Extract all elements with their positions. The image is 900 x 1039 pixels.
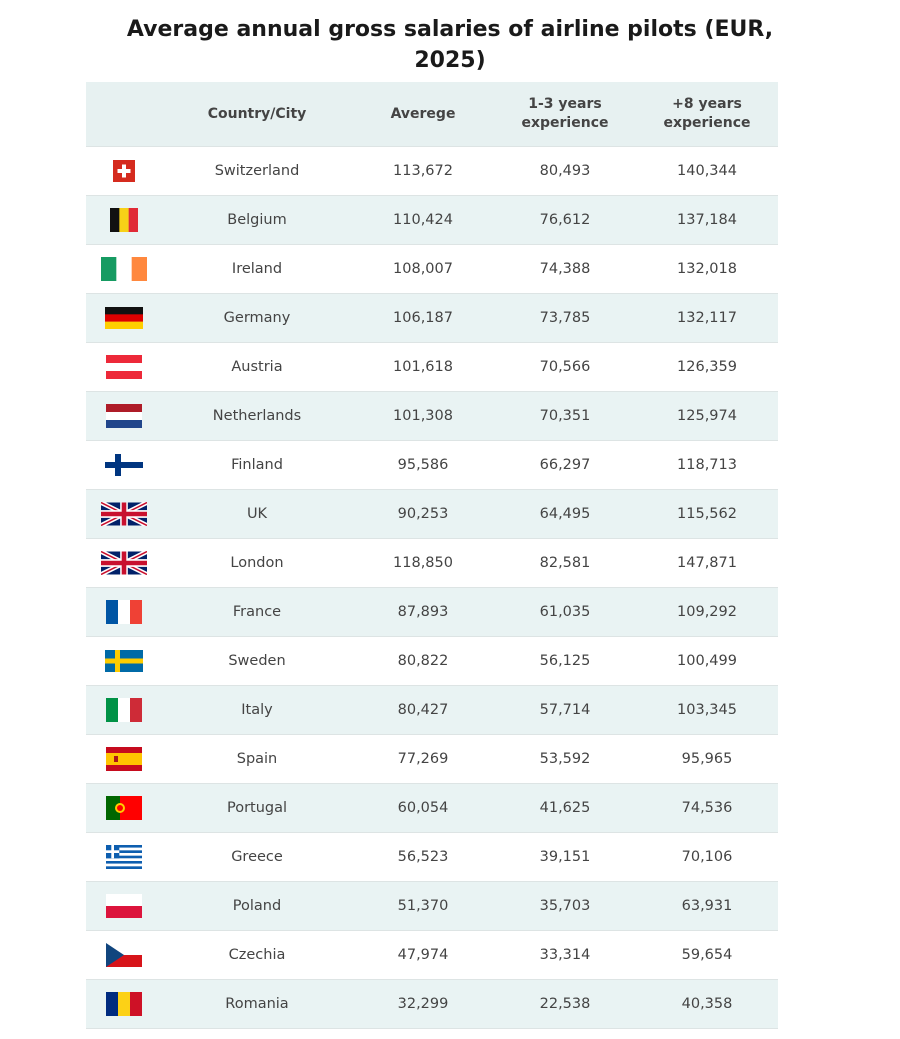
exp-8-cell: 59,654: [636, 931, 778, 980]
country-cell: France: [162, 588, 352, 637]
table-row: [86, 392, 778, 441]
country-cell: Poland: [162, 882, 352, 931]
table-row: [86, 196, 778, 245]
table-row: [86, 637, 778, 686]
flag-cell: [86, 539, 162, 588]
average-cell: 95,586: [352, 441, 494, 490]
table-row: [86, 735, 778, 784]
exp-1-3-cell: 56,125: [494, 637, 636, 686]
table-row: [86, 882, 778, 931]
average-cell: 110,424: [352, 196, 494, 245]
header-flag: [86, 82, 162, 147]
finland-flag-icon: [105, 454, 143, 476]
flag-cell: [86, 882, 162, 931]
average-cell: 56,523: [352, 833, 494, 882]
exp-1-3-cell: 35,703: [494, 882, 636, 931]
table-row: [86, 686, 778, 735]
table-row: [86, 147, 778, 196]
header-exp-1-3-line1: 1-3 years: [528, 96, 602, 112]
table-row: [86, 539, 778, 588]
sweden-flag-icon: [105, 650, 143, 672]
uk-flag-icon: [101, 551, 147, 575]
page-title: [0, 14, 900, 76]
country-cell: Czechia: [162, 931, 352, 980]
table-row: [86, 980, 778, 1029]
exp-8-cell: 40,358: [636, 980, 778, 1029]
header-country: [162, 82, 352, 147]
spain-flag-icon: [106, 747, 142, 771]
exp-8-cell: 137,184: [636, 196, 778, 245]
flag-cell: [86, 245, 162, 294]
ireland-flag-icon: [101, 257, 147, 281]
austria-flag-icon: [106, 355, 142, 379]
exp-1-3-cell: 73,785: [494, 294, 636, 343]
average-cell: 60,054: [352, 784, 494, 833]
country-cell: UK: [162, 490, 352, 539]
average-cell: 80,822: [352, 637, 494, 686]
flag-cell: [86, 588, 162, 637]
flag-cell: [86, 196, 162, 245]
portugal-flag-icon: [106, 796, 142, 820]
exp-1-3-cell: 64,495: [494, 490, 636, 539]
country-cell: Finland: [162, 441, 352, 490]
romania-flag-icon: [106, 992, 142, 1016]
exp-8-cell: 103,345: [636, 686, 778, 735]
greece-flag-icon: [106, 845, 142, 869]
exp-1-3-cell: 57,714: [494, 686, 636, 735]
average-cell: 101,308: [352, 392, 494, 441]
exp-1-3-cell: 74,388: [494, 245, 636, 294]
average-cell: 80,427: [352, 686, 494, 735]
exp-1-3-cell: 33,314: [494, 931, 636, 980]
country-cell: Austria: [162, 343, 352, 392]
exp-1-3-cell: 80,493: [494, 147, 636, 196]
exp-1-3-cell: 70,351: [494, 392, 636, 441]
table-row: [86, 490, 778, 539]
country-cell: Portugal: [162, 784, 352, 833]
header-average-label: Averege: [390, 105, 456, 122]
average-cell: 101,618: [352, 343, 494, 392]
flag-cell: [86, 490, 162, 539]
header-exp-1-3-line2: experience: [521, 115, 609, 131]
germany-flag-icon: [105, 307, 143, 329]
table-row: [86, 441, 778, 490]
exp-8-cell: 74,536: [636, 784, 778, 833]
flag-cell: [86, 686, 162, 735]
exp-1-3-cell: 66,297: [494, 441, 636, 490]
country-cell: London: [162, 539, 352, 588]
exp-1-3-cell: 53,592: [494, 735, 636, 784]
exp-8-cell: 126,359: [636, 343, 778, 392]
country-cell: Greece: [162, 833, 352, 882]
table-header: [86, 82, 778, 147]
exp-8-cell: 118,713: [636, 441, 778, 490]
table-row: [86, 833, 778, 882]
table-row: [86, 588, 778, 637]
exp-8-cell: 132,117: [636, 294, 778, 343]
flag-cell: [86, 735, 162, 784]
exp-8-cell: 115,562: [636, 490, 778, 539]
country-cell: Sweden: [162, 637, 352, 686]
exp-8-cell: 125,974: [636, 392, 778, 441]
exp-8-cell: 100,499: [636, 637, 778, 686]
average-cell: 87,893: [352, 588, 494, 637]
header-exp-8: [636, 82, 778, 147]
poland-flag-icon: [106, 894, 142, 918]
flag-cell: [86, 980, 162, 1029]
exp-8-cell: 63,931: [636, 882, 778, 931]
exp-1-3-cell: 61,035: [494, 588, 636, 637]
average-cell: 118,850: [352, 539, 494, 588]
netherlands-flag-icon: [106, 404, 142, 428]
average-cell: 106,187: [352, 294, 494, 343]
flag-cell: [86, 441, 162, 490]
flag-cell: [86, 833, 162, 882]
exp-8-cell: 132,018: [636, 245, 778, 294]
average-cell: 32,299: [352, 980, 494, 1029]
exp-8-cell: 70,106: [636, 833, 778, 882]
italy-flag-icon: [106, 698, 142, 722]
country-cell: Netherlands: [162, 392, 352, 441]
flag-cell: [86, 294, 162, 343]
average-cell: 90,253: [352, 490, 494, 539]
table-row: [86, 931, 778, 980]
country-cell: Spain: [162, 735, 352, 784]
exp-1-3-cell: 82,581: [494, 539, 636, 588]
table-row: [86, 294, 778, 343]
exp-8-cell: 109,292: [636, 588, 778, 637]
table-row: [86, 784, 778, 833]
average-cell: 108,007: [352, 245, 494, 294]
table-body: [86, 147, 778, 1029]
header-country-label: Country/City: [207, 105, 307, 122]
switzerland-flag-icon: [113, 160, 135, 182]
country-cell: Italy: [162, 686, 352, 735]
flag-cell: [86, 343, 162, 392]
czechia-flag-icon: [106, 943, 142, 967]
flag-cell: [86, 931, 162, 980]
exp-8-cell: 95,965: [636, 735, 778, 784]
france-flag-icon: [106, 600, 142, 624]
flag-cell: [86, 637, 162, 686]
country-cell: Ireland: [162, 245, 352, 294]
flag-cell: [86, 147, 162, 196]
average-cell: 77,269: [352, 735, 494, 784]
country-cell: Romania: [162, 980, 352, 1029]
header-average: [352, 82, 494, 147]
header-exp-1-3: [494, 82, 636, 147]
flag-cell: [86, 392, 162, 441]
exp-1-3-cell: 41,625: [494, 784, 636, 833]
average-cell: 51,370: [352, 882, 494, 931]
average-cell: 113,672: [352, 147, 494, 196]
exp-1-3-cell: 70,566: [494, 343, 636, 392]
country-cell: Switzerland: [162, 147, 352, 196]
uk-flag-icon: [101, 502, 147, 526]
exp-1-3-cell: 22,538: [494, 980, 636, 1029]
flag-cell: [86, 784, 162, 833]
title-line-1: Average annual gross salaries of airline pilots (EUR,: [126, 17, 774, 42]
exp-8-cell: 140,344: [636, 147, 778, 196]
header-row: [86, 82, 778, 147]
salary-table: [86, 82, 778, 1029]
exp-1-3-cell: 76,612: [494, 196, 636, 245]
title-line-2: 2025): [414, 48, 486, 73]
country-cell: Germany: [162, 294, 352, 343]
exp-1-3-cell: 39,151: [494, 833, 636, 882]
table-row: [86, 245, 778, 294]
average-cell: 47,974: [352, 931, 494, 980]
header-exp-8-line1: +8 years: [672, 96, 742, 112]
header-exp-8-line2: experience: [663, 115, 751, 131]
belgium-flag-icon: [110, 208, 138, 232]
exp-8-cell: 147,871: [636, 539, 778, 588]
country-cell: Belgium: [162, 196, 352, 245]
table-row: [86, 343, 778, 392]
